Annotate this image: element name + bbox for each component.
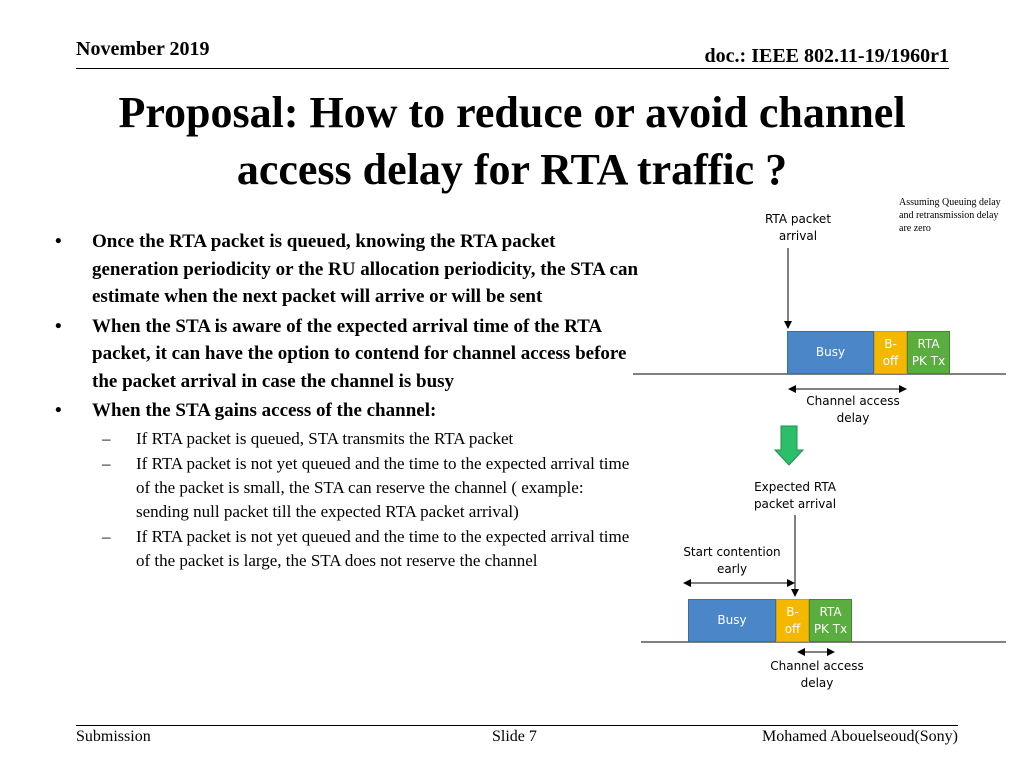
label-line: RTA packet: [764, 212, 832, 226]
down-arrow-icon: [775, 426, 803, 465]
label-line: Start contention: [683, 545, 781, 559]
label-line: Expected RTA: [754, 480, 836, 494]
bullet-text: When the STA gains access of the channel:: [92, 400, 437, 421]
bullet-text: When the STA is aware of the expected arrival time of the RTA packet, it can have the option to contend for channel access before the packet arrival in case the channel is busy: [92, 315, 627, 392]
label-line: early: [716, 562, 748, 576]
label-line: delay: [836, 411, 870, 425]
note-line: and retransmission delay: [899, 210, 999, 221]
start-contention-label: [672, 544, 792, 578]
sub-bullet-text: If RTA packet is not yet queued and the time to the expected arrival time of the packet is small, the STA can reserve the channel ( example: sending null packet till the expected RTA packet arrival): [136, 453, 630, 521]
footer-author: Mohamed Abouelseoud(Sony): [762, 728, 958, 745]
footer-slide-number: Slide 7: [492, 728, 537, 745]
bullet-dot-icon: •: [55, 400, 62, 421]
rta-tx-block: [809, 599, 852, 642]
note-line: are zero: [899, 223, 931, 234]
label-line: PK Tx: [813, 621, 848, 636]
footer-divider: [76, 725, 958, 726]
title-line-2: access delay for RTA traffic ?: [236, 145, 788, 194]
bullet-text: Once the RTA packet is queued, knowing the RTA packet generation periodicity or the RU allocation periodicity, the STA can estimate when the next packet will arrive or will be sent: [92, 231, 639, 307]
bullet-dot-icon: •: [55, 231, 62, 252]
backoff-block: [776, 599, 809, 642]
label-line: RTA: [917, 336, 940, 351]
assumption-note: [899, 196, 1001, 235]
dash-icon: –: [102, 526, 111, 546]
label-line: Channel access: [806, 394, 900, 408]
rta-packet-arrival-label: [748, 211, 848, 245]
label-line: delay: [800, 676, 834, 690]
rta-tx-block: [907, 331, 950, 374]
footer-submission: Submission: [76, 728, 151, 745]
channel-access-delay-label: [793, 393, 913, 427]
dash-icon: –: [102, 453, 111, 473]
channel-access-delay-label: [757, 658, 877, 692]
label-line: B-: [884, 336, 897, 351]
note-line: Assuming Queuing delay: [899, 197, 1001, 208]
sub-bullet-text: If RTA packet is not yet queued and the time to the expected arrival time of the packet is large, the STA does not reserve the channel: [136, 526, 630, 570]
sub-bullet-text: If RTA packet is queued, STA transmits the RTA packet: [136, 428, 514, 448]
label-line: off: [784, 621, 801, 636]
label-line: RTA: [819, 604, 842, 619]
label-line: PK Tx: [911, 353, 946, 368]
expected-rta-arrival-label: [735, 479, 855, 513]
header-doc-id: doc.: IEEE 802.11-19/1960r1: [704, 45, 949, 67]
label-line: off: [882, 353, 899, 368]
header-date: November 2019: [76, 38, 210, 60]
label-line: arrival: [778, 229, 818, 243]
dash-icon: –: [102, 428, 111, 448]
label-line: packet arrival: [753, 497, 837, 511]
busy-block: Busy: [787, 331, 874, 374]
busy-block: Busy: [688, 599, 776, 642]
label-line: Channel access: [770, 659, 864, 673]
title-line-1: Proposal: How to reduce or avoid channel: [118, 88, 906, 137]
bullet-dot-icon: •: [55, 315, 62, 337]
backoff-block: [874, 331, 907, 374]
label-line: B-: [786, 604, 799, 619]
